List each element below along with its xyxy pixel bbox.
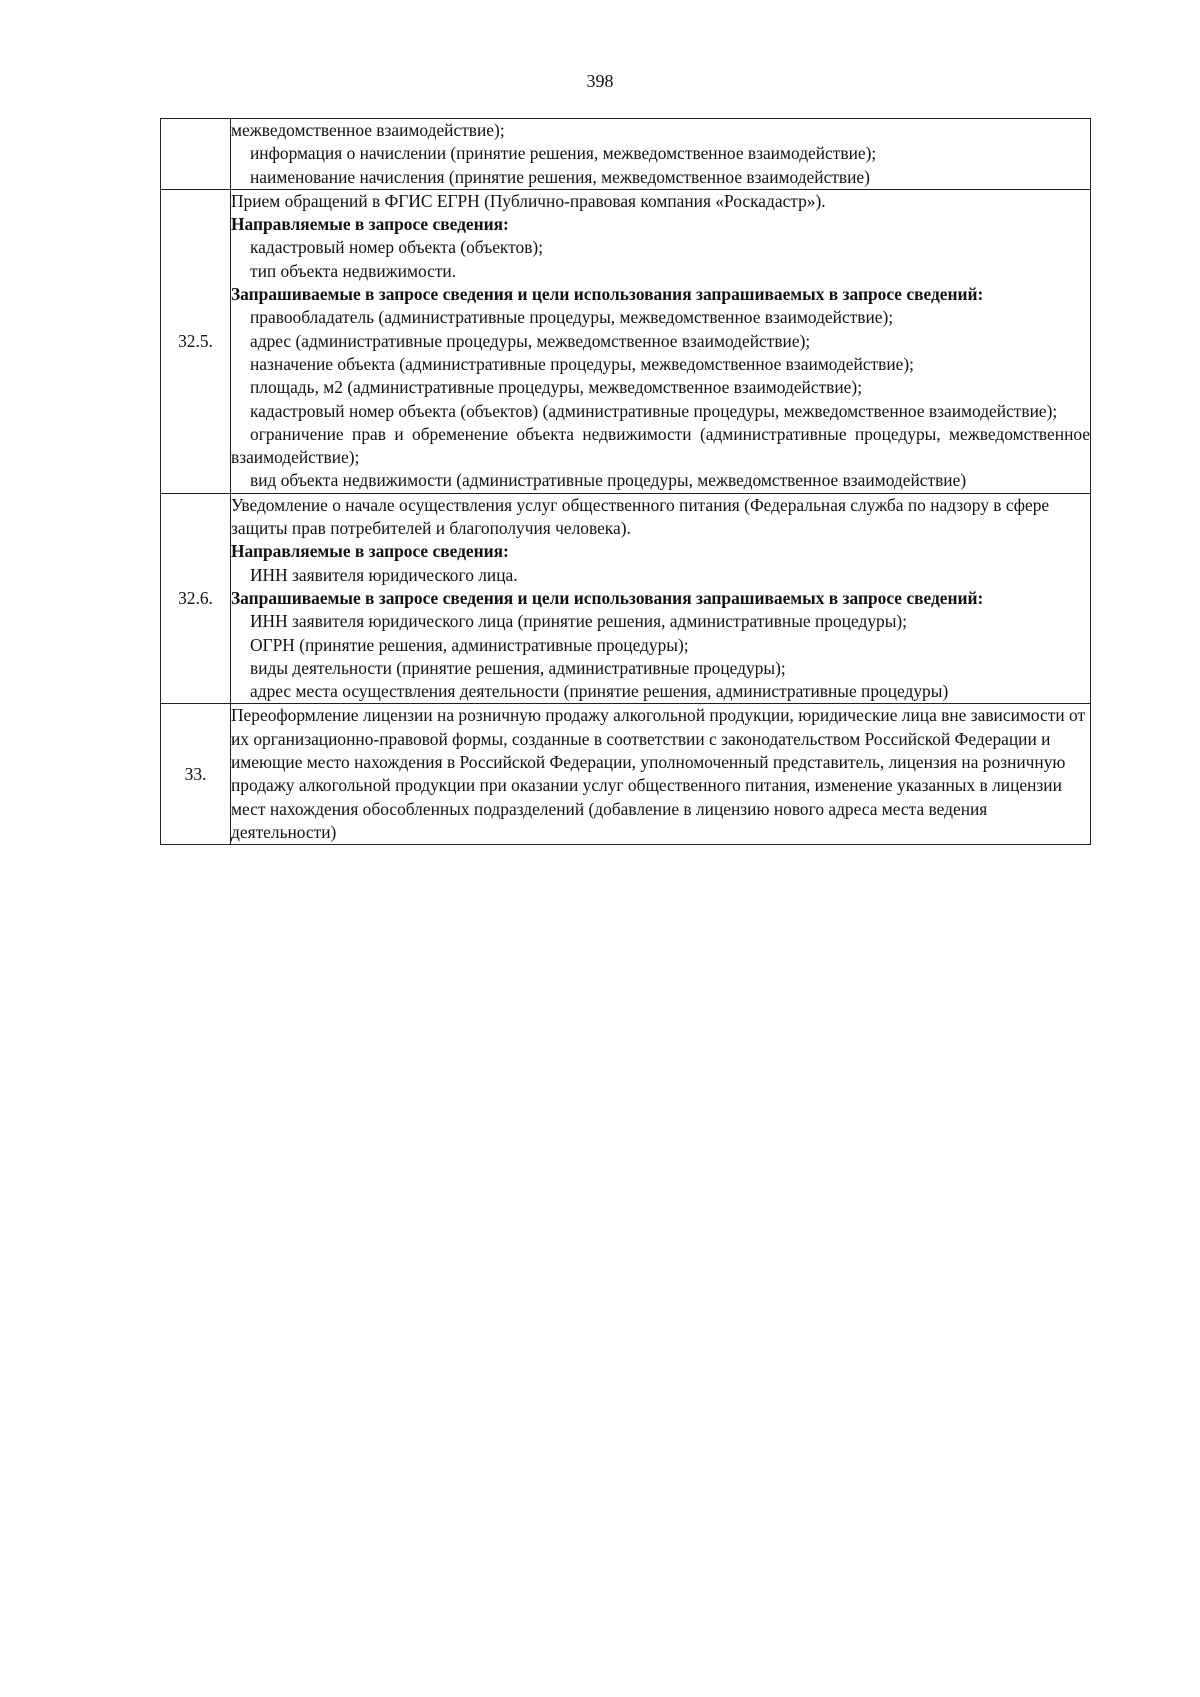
section-heading: Направляемые в запросе сведения: — [231, 214, 509, 235]
page-number: 398 — [586, 71, 614, 91]
content-line: кадастровый номер объекта (объектов) (административные процедуры, межведомственное взаимодействие); — [250, 400, 1058, 421]
table-row — [161, 493, 1091, 704]
row-content-cell — [231, 189, 1091, 493]
row-number: 33. — [184, 763, 207, 784]
content-line: адрес места осуществления деятельности (принятие решения, административные процедуры) — [250, 681, 949, 702]
requirements-table — [160, 118, 1091, 845]
content-line: межведомственное взаимодействие); — [231, 120, 505, 140]
table-row — [161, 119, 1091, 190]
content-line: Прием обращений в ФГИС ЕГРН (Публично-правовая компания «Роскадастр»). — [231, 190, 826, 211]
content-line: Переоформление лицензии на розничную продажу алкогольной продукции, юридические лица вне зависимости от их организационно-правовой формы, созданные в соответствии с законодательством Российской Федерации и имеющие место нахождения в Российской Федерации, уполномоченный представитель, лицензия на розничную продажу алкогольной продукции при оказании услуг общественного питания, изменение указанных в лицензии мест нахождения обособленных подразделений (добавление в лицензию нового адреса места ведения деятельности) — [231, 705, 1086, 842]
content-line: кадастровый номер объекта (объектов); — [250, 237, 544, 258]
row-content-cell — [231, 704, 1091, 845]
table-row — [161, 189, 1091, 493]
content-line: ОГРН (принятие решения, административные процедуры); — [250, 634, 689, 655]
row-number-cell — [161, 189, 231, 493]
row-number-cell — [161, 493, 231, 704]
content-line: виды деятельности (принятие решения, административные процедуры); — [250, 657, 786, 678]
content-line: правообладатель (административные процедуры, межведомственное взаимодействие); — [250, 307, 894, 328]
content-line: тип объекта недвижимости. — [250, 260, 457, 281]
content-line: вид объекта недвижимости (административные процедуры, межведомственное взаимодействие) — [250, 470, 967, 491]
table-row — [161, 704, 1091, 845]
content-line: назначение объекта (административные процедуры, межведомственное взаимодействие); — [250, 353, 915, 374]
content-line: наименование начисления (принятие решения, межведомственное взаимодействие) — [250, 166, 870, 187]
content-line: ограничение прав и обременение объекта недвижимости (административные процедуры, межведомственное взаимодействие); — [231, 423, 1090, 468]
content-line: площадь, м2 (административные процедуры, межведомственное взаимодействие); — [250, 377, 863, 398]
row-content-cell — [231, 493, 1091, 704]
content-line: ИНН заявителя юридического лица (принятие решения, административные процедуры); — [250, 611, 908, 632]
table-body — [161, 119, 1091, 845]
section-heading: Запрашиваемые в запросе сведения и цели использования запрашиваемых в запросе сведений: — [231, 587, 984, 608]
content-line: Уведомление о начале осуществления услуг общественного питания (Федеральная служба по надзору в сфере защиты прав потребителей и благополучия человека). — [231, 494, 1050, 539]
row-number: 32.6. — [178, 587, 213, 608]
content-line: ИНН заявителя юридического лица. — [250, 564, 518, 585]
content-line: адрес (административные процедуры, межведомственное взаимодействие); — [250, 330, 811, 351]
row-content-cell — [231, 119, 1091, 190]
row-number-cell — [161, 119, 231, 190]
content-line: информация о начислении (принятие решения, межведомственное взаимодействие); — [250, 143, 877, 164]
section-heading: Запрашиваемые в запросе сведения и цели использования запрашиваемых в запросе сведений: — [231, 284, 984, 305]
row-number: 32.5. — [178, 330, 213, 351]
section-heading: Направляемые в запросе сведения: — [231, 541, 509, 562]
row-number-cell — [161, 704, 231, 845]
